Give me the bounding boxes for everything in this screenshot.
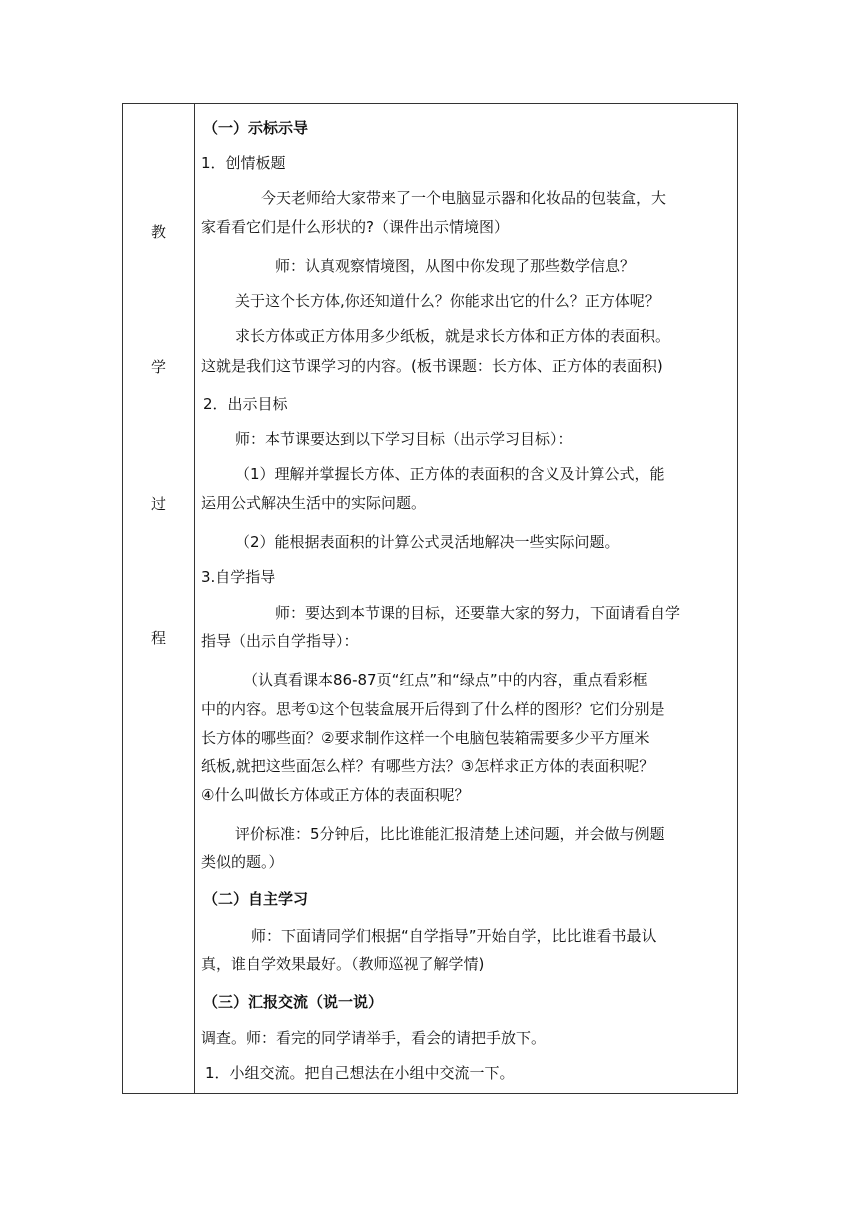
text-line: 类似的题。） bbox=[201, 853, 284, 871]
side-label-char: 学 bbox=[150, 358, 166, 376]
text-line: 师：本节课要达到以下学习目标（出示学习目标）： bbox=[235, 430, 573, 448]
text-line: 评价标准：5分钟后，比比谁能汇报清楚上述问题，并会做与例题 bbox=[235, 825, 665, 843]
side-label-column bbox=[123, 104, 195, 1093]
side-label-char: 过 bbox=[150, 495, 166, 513]
text-line: 纸板,就把这些面怎么样？有哪些方法？③怎样求正方体的表面积呢？ bbox=[201, 757, 655, 775]
text-line: 师：认真观察情境图，从图中你发现了那些数学信息？ bbox=[275, 257, 636, 275]
text-line: 长方体的哪些面？②要求制作这样一个电脑包装箱需要多少平方厘米 bbox=[201, 729, 650, 747]
text-line: 真，谁自学效果最好。（教师巡视了解学情) bbox=[201, 955, 485, 973]
section-heading: （一）示标示导 bbox=[203, 119, 309, 137]
text-line: 关于这个长方体,你还知道什么？你能求出它的什么？正方体呢？ bbox=[235, 292, 660, 310]
text-line: （2）能根据表面积的计算公式灵活地解决一些实际问题。 bbox=[235, 533, 620, 551]
side-label-char: 程 bbox=[150, 629, 166, 647]
text-line: 运用公式解决生活中的实际问题。 bbox=[201, 494, 427, 512]
section-heading: （二）自主学习 bbox=[203, 890, 309, 908]
section-heading: （三）汇报交流（说一说） bbox=[203, 993, 384, 1011]
text-line: 调查。师：看完的同学请举手，看会的请把手放下。 bbox=[201, 1029, 547, 1047]
text-line: 中的内容。思考①这个包装盒展开后得到了什么样的图形？它们分别是 bbox=[201, 700, 665, 718]
text-line: （1）理解并掌握长方体、正方体的表面积的含义及计算公式，能 bbox=[235, 465, 665, 483]
text-line: ④什么叫做长方体或正方体的表面积呢？ bbox=[201, 786, 470, 804]
text-line: 求长方体或正方体用多少纸板，就是求长方体和正方体的表面积。 bbox=[235, 327, 671, 345]
text-line: 师：要达到本节课的目标，还要靠大家的努力，下面请看自学 bbox=[275, 604, 681, 622]
content-column bbox=[195, 104, 737, 1093]
text-line: （认真看课本86-87页“红点”和“绿点”中的内容，重点看彩框 bbox=[243, 671, 648, 689]
text-line: 指导（出示自学指导）： bbox=[201, 632, 359, 650]
text-line: 今天老师给大家带来了一个电脑显示器和化妆品的包装盒，大 bbox=[261, 189, 667, 207]
subheading: 3.自学指导 bbox=[201, 568, 276, 586]
side-label-char: 教 bbox=[150, 223, 166, 241]
text-line: 这就是我们这节课学习的内容。(板书课题：长方体、正方体的表面积) bbox=[201, 357, 663, 375]
subheading: 1．创情板题 bbox=[201, 154, 286, 172]
text-line: 师：下面请同学们根据“自学指导”开始自学，比比谁看书最认 bbox=[251, 927, 657, 945]
lesson-table bbox=[122, 103, 738, 1094]
subheading: 2．出示目标 bbox=[203, 395, 288, 413]
text-line: 1．小组交流。把自己想法在小组中交流一下。 bbox=[205, 1064, 515, 1082]
text-line: 家看看它们是什么形状的?（课件出示情境图） bbox=[201, 218, 509, 236]
